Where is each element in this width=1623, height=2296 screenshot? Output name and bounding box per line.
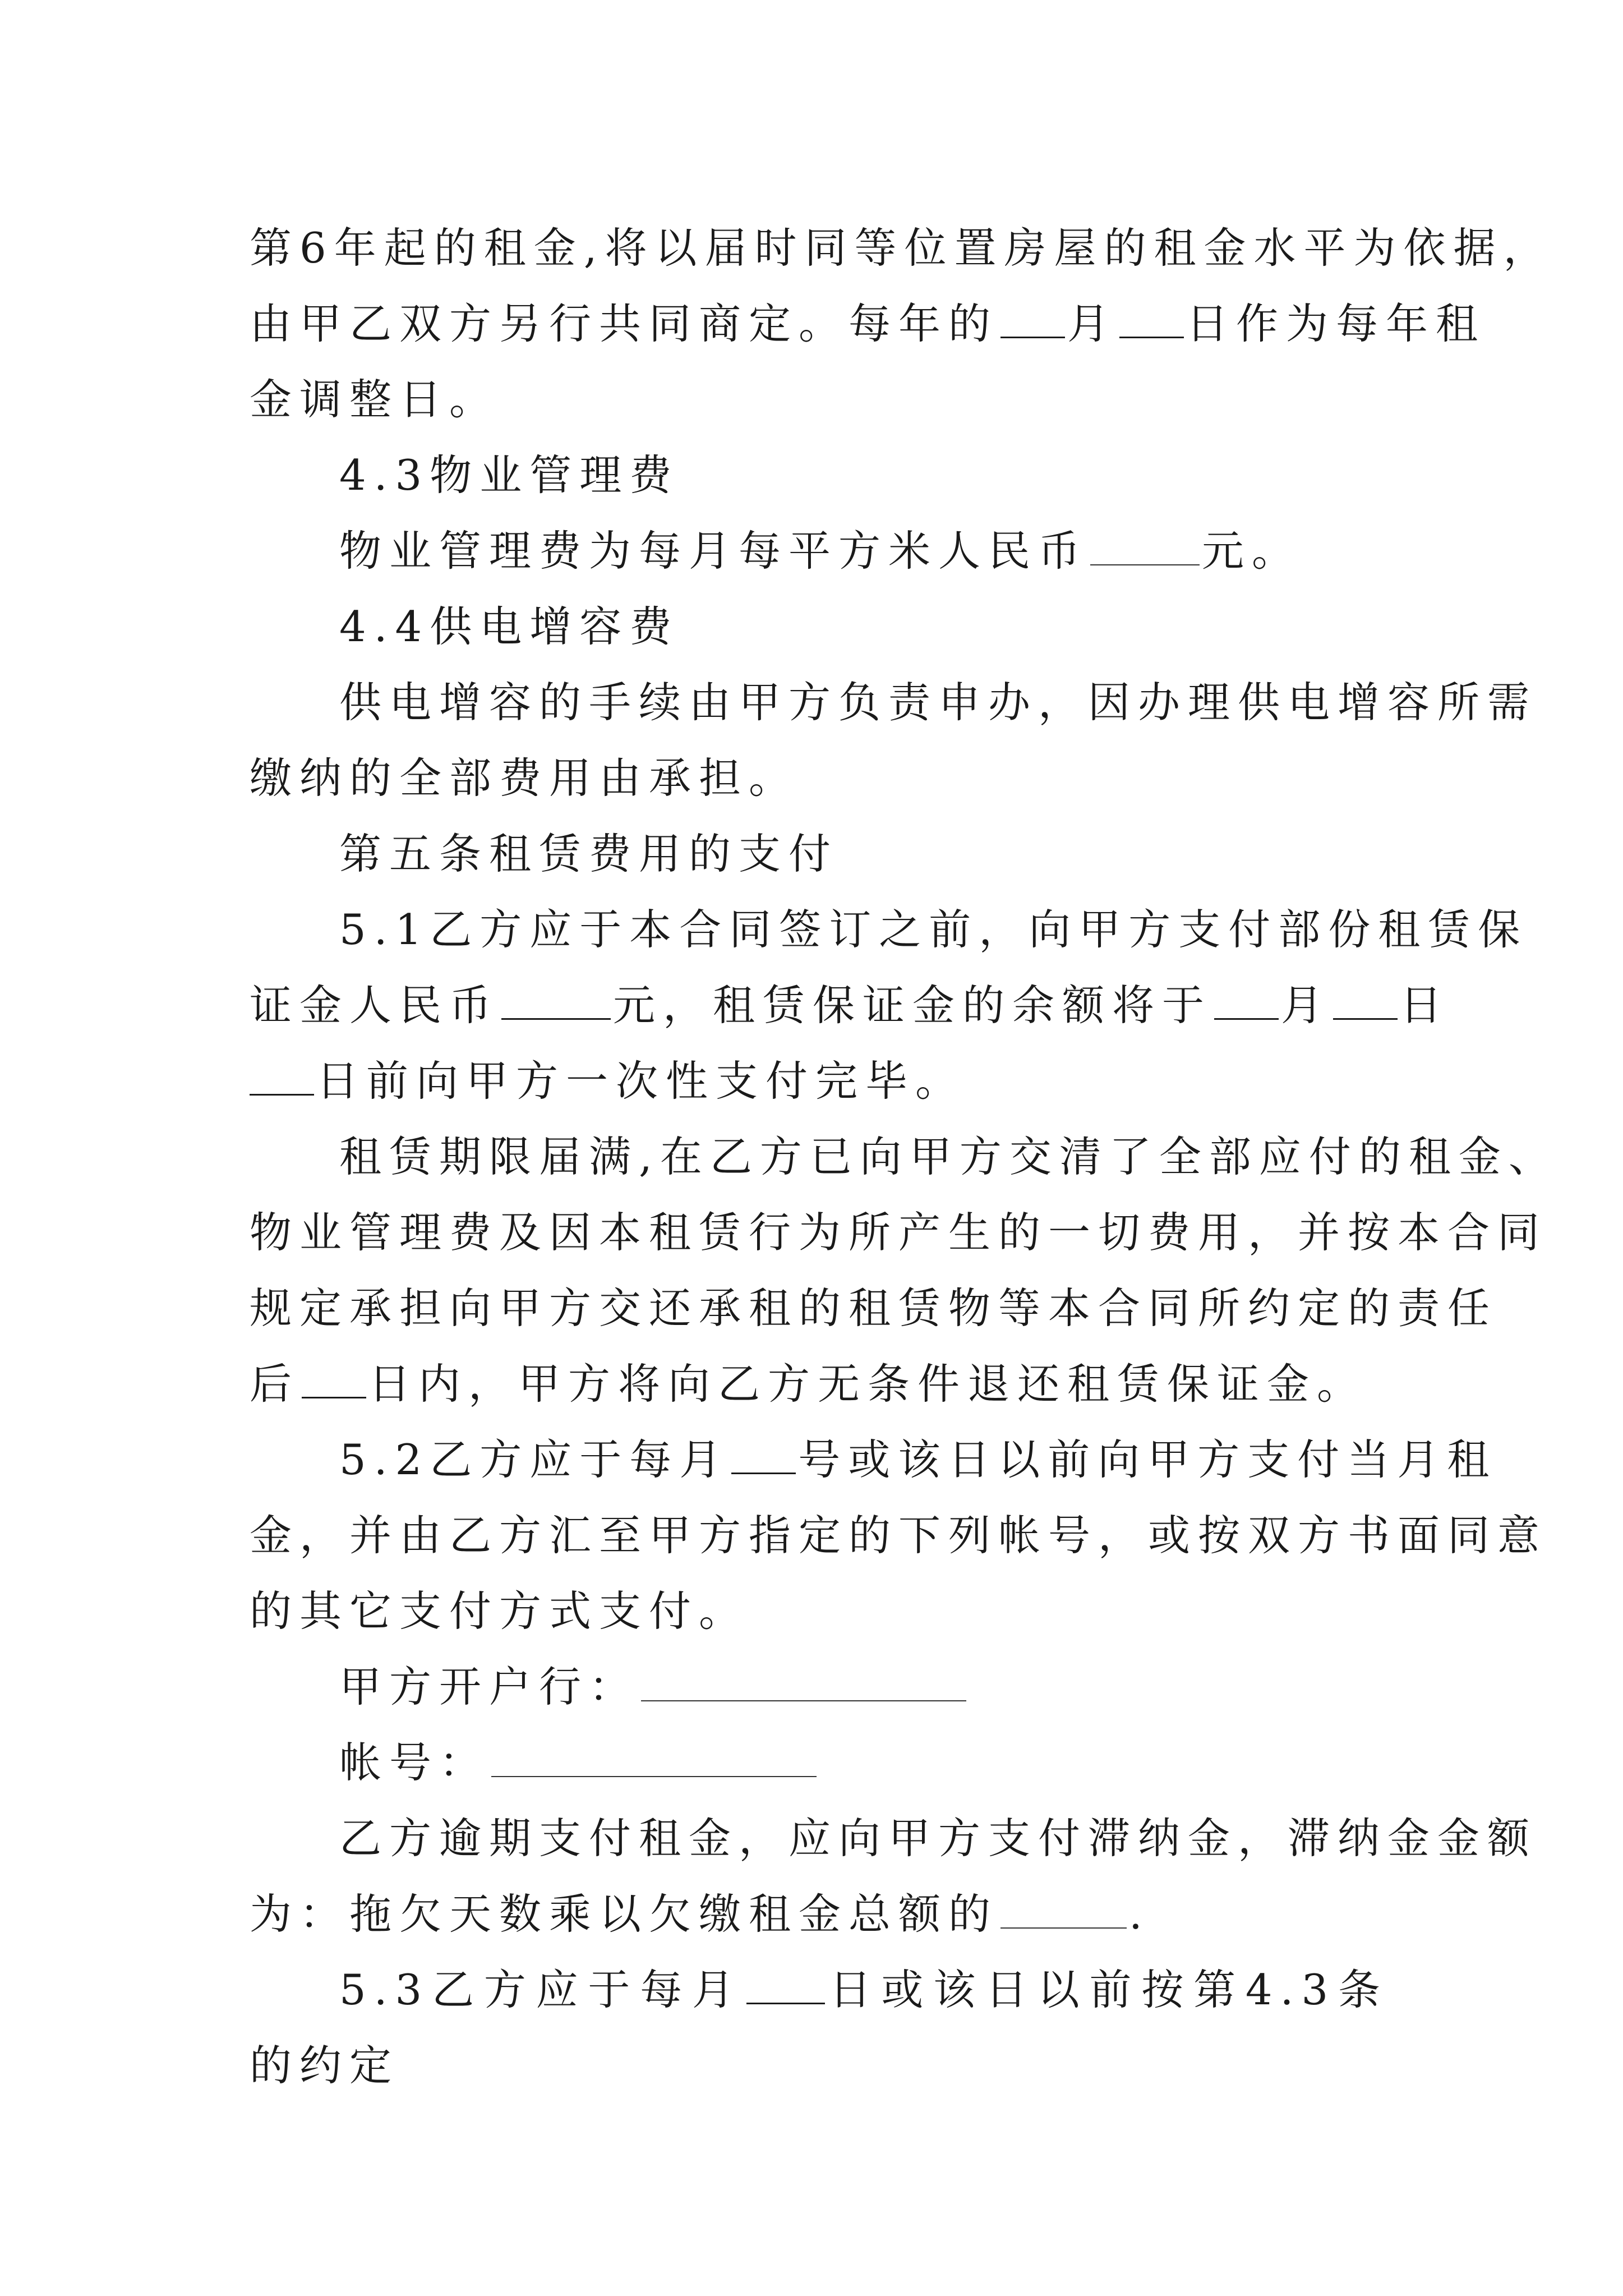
text-line: 缴纳的全部费用由承担。 [250, 753, 799, 803]
text-line: 5.1乙方应于本合同签订之前，向甲方支付部份租赁保 [339, 905, 1528, 954]
text-line [250, 1043, 1388, 1119]
paragraph-5-2 [250, 1422, 1548, 1649]
text-fragment: 5.3乙方应于每月 [339, 1965, 744, 2014]
text-fragment: 月 [1067, 299, 1118, 348]
text-fragment: 由甲乙双方另行共同商定。每年的 [250, 299, 999, 348]
text-fragment: 日内，甲方将向乙方无条件退还租赁保证金。 [368, 1359, 1367, 1409]
paragraph-5-3 [250, 1952, 1388, 2104]
text-line: 乙方逾期支付租金，应向甲方支付滞纳金，滞纳金金额 [339, 1814, 1538, 1863]
text-fragment: 日前向甲方一次性支付完毕。 [316, 1056, 966, 1106]
text-fragment: 号或该日以前向甲方支付当月租 [798, 1435, 1497, 1484]
contract-body [250, 210, 1559, 2104]
text-line: 物业管理费及因本租赁行为所产生的一切费用，并按本合同 [250, 1208, 1548, 1257]
text-line: 供电增容的手续由甲方负责申办，因办理供电增容所需 [339, 678, 1538, 727]
fill-blank-fee-amount[interactable] [1090, 530, 1200, 565]
text-fragment: 物业管理费为每月每平方米人民币 [339, 526, 1089, 576]
paragraph-deposit-refund [250, 1119, 1559, 1422]
fill-blank-month[interactable] [1214, 983, 1279, 1020]
text-line [250, 1346, 1388, 1422]
text-fragment: 为：拖欠天数乘以欠缴租金总额的 [250, 1889, 999, 1939]
text-line [250, 968, 1450, 1043]
bank-label: 甲方开户行： [339, 1662, 639, 1711]
text-line: 金调整日。 [250, 375, 500, 424]
paragraph-5-1 [250, 892, 1528, 1119]
text-line: 规定承担向甲方交还承租的租赁物等本合同所约定的责任 [250, 1283, 1498, 1333]
text-line: 的其它支付方式支付。 [250, 1586, 749, 1636]
fill-blank-deposit-amount[interactable] [501, 983, 611, 1020]
paragraph-late-fee [250, 1801, 1538, 1952]
fill-blank-day[interactable] [250, 1059, 314, 1096]
text-fragment: 元，租赁保证金的余额将于 [613, 981, 1212, 1030]
text-line [250, 1422, 1497, 1498]
text-line [250, 1876, 1388, 1952]
text-fragment: 证金人民币 [250, 981, 500, 1030]
fill-blank-day[interactable] [1333, 983, 1398, 1020]
account-label: 帐号： [339, 1738, 490, 1787]
account-field-row [250, 1725, 1388, 1801]
fill-blank-late-rate[interactable] [1000, 1893, 1127, 1929]
fill-blank-fee-day[interactable] [746, 1968, 825, 2004]
text-fragment: 日作为每年租 [1186, 299, 1486, 348]
paragraph-rent-adjustment [250, 210, 1553, 438]
text-line: 金，并由乙方汇至甲方指定的下列帐号，或按双方书面同意 [250, 1511, 1548, 1560]
text-fragment: 日或该日以前按第4.3条的约定 [250, 1965, 1388, 2090]
account-input[interactable] [491, 1741, 817, 1777]
text-fragment: 月 [1281, 981, 1331, 1030]
text-fragment: . [1129, 1889, 1150, 1939]
heading-4-4: 4.4供电增容费 [339, 602, 680, 651]
fill-blank-days[interactable] [302, 1362, 366, 1398]
bank-input[interactable] [641, 1665, 966, 1701]
text-fragment: 日 [1400, 981, 1450, 1030]
paragraph-power-capacity [250, 665, 1538, 816]
text-fragment: 元。 [1202, 526, 1302, 576]
heading-4-3: 4.3物业管理费 [339, 450, 680, 500]
bank-field-row [250, 1649, 1388, 1725]
text-line: 第6年起的租金,将以届时同等位置房屋的租金水平为依据， [250, 223, 1553, 273]
fill-blank-month[interactable] [1000, 302, 1065, 338]
text-fragment: 后 [250, 1359, 300, 1409]
text-line [250, 286, 1486, 362]
paragraph-property-fee [250, 513, 1388, 589]
fill-blank-day[interactable] [1119, 302, 1184, 338]
text-fragment: 5.2乙方应于每月 [339, 1435, 730, 1484]
text-line: 租赁期限届满,在乙方已向甲方交清了全部应付的租金、 [339, 1132, 1559, 1181]
fill-blank-pay-day[interactable] [731, 1438, 796, 1474]
heading-article-5: 第五条租赁费用的支付 [339, 829, 839, 878]
